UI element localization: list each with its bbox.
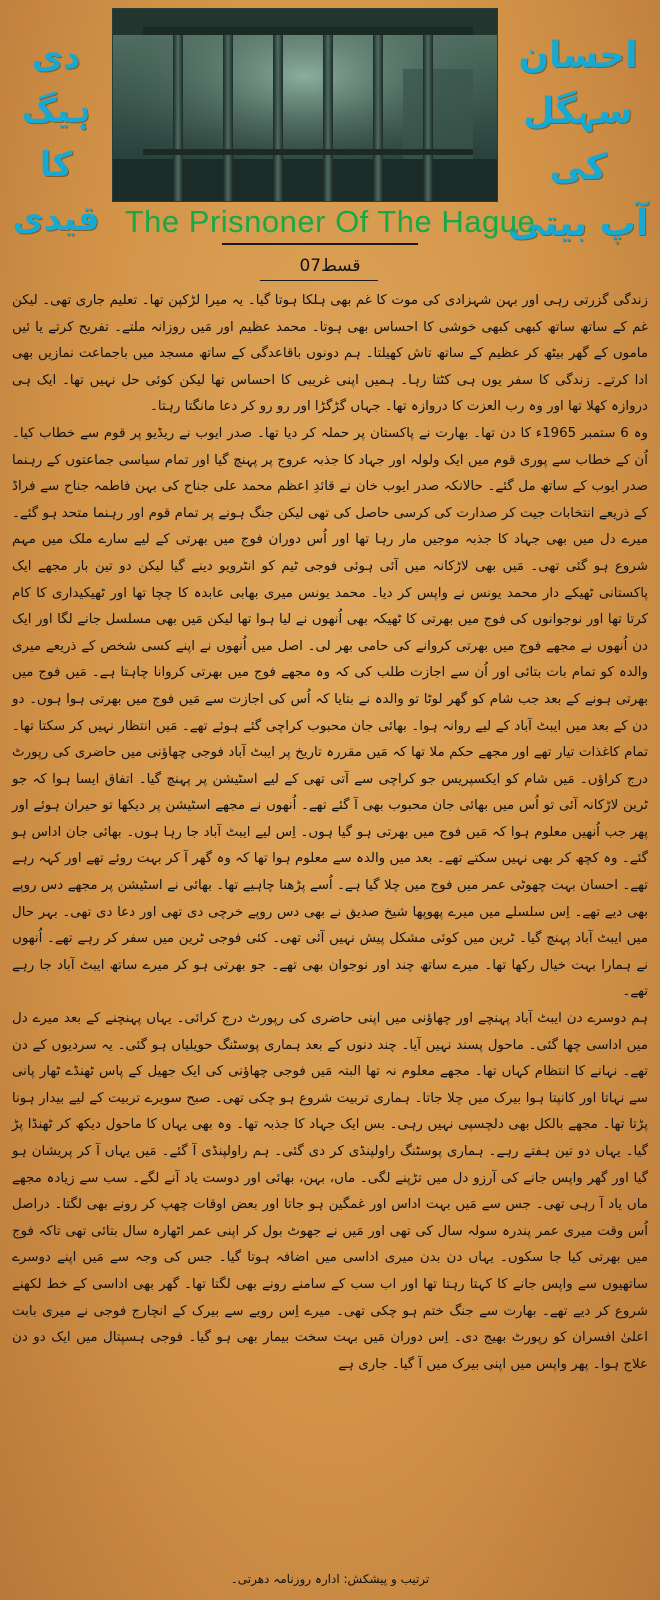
right-title-line: احسان سہگل xyxy=(518,35,638,132)
left-title-line: قیدی xyxy=(12,199,100,239)
prison-bars-illustration xyxy=(113,9,497,201)
prison-cell-image xyxy=(112,8,498,202)
paragraph: ہم دوسرے دن ایبٹ آباد پہنچے اور چھاؤنی میں اپنی حاضری کی رپورٹ درج کرائی۔ یہاں پہنچنے کے بعد میرے دل میں اداسی چھا گئی۔ ماحول پسند نہیں آیا۔ چند دنوں کے بعد ہماری پوسٹنگ حویلیاں ہو گئی۔ یہ سردیوں کے دن تھے۔ نہانے کا انتظام کہاں تھا۔ مجھے معلوم نہ تھا البتہ مَیں فوجی چھاؤنی کی ایک جھیل کے پاس ٹھنڈے ٹھار پانی سے نہاتا اور کانپتا ہوا بیرک میں چلا جاتا۔ ہماری تربیت شروع ہو چکی تھی۔ صبح سویرے تربیت کے لیے بیدار ہونا پڑتا تھا۔ مجھے بالکل بھی دلچسپی نہیں رہی۔ بس ایک جہاد کا جذبہ تھا۔ وہ بھی یہاں کا ماحول دیکھ کر ٹھنڈا پڑ گیا۔ یہاں دو تین ہفتے رہے۔ ہماری پوسٹنگ راولپنڈی کر دی گئی۔ ہم راولپنڈی آ گئے۔ مَیں یہاں آ کر پریشان ہو گیا اور گھر واپس جانے کی آرزو دل میں تڑپنے لگی۔ ماں، بہن، بھائی اور دوست یاد آنے لگے۔ سب سے زیادہ مجھے ماں یاد آ رہی تھی۔ جس سے مَیں بہت اداس اور غمگین ہو جاتا اور بعض اوقات چھپ کر رونے بھی لگتا۔ دراصل اُس وقت میری عمر پندرہ سولہ سال کی تھی اور مَیں نے جھوٹ بول کر اپنی عمر اٹھارہ سال بتائی تھی تاکہ فوج میں بھرتی کیا جا سکوں۔ یہاں دن بدن میری اداسی میں اضافہ ہوتا گیا۔ جس کی وجہ سے مَیں اپنے دوسرے ساتھیوں سے واپس جانے کا کہتا رہتا تھا اور اب سب کے سامنے رونے بھی لگتا تھا۔ گھر بھی اداسی کے خط لکھنے شروع کر دیے تھے۔ بھارت سے جنگ ختم ہو چکی تھی۔ میرے اِس رویے سے بیرک کے انچارج فوجی نے میری بابت اعلیٰ افسران کو رپورٹ بھیج دی۔ اِس دوران مَیں بہت سخت بیمار بھی ہو گیا۔ فوجی ہسپتال میں ایک دو دن علاج ہوا۔ پھر واپس میں اپنی بیرک میں آ گیا۔ جاری ہے xyxy=(12,1011,648,1372)
title-divider xyxy=(222,243,418,245)
left-title-line: کا xyxy=(39,145,73,185)
english-title: The Prisnoner Of The Hague xyxy=(124,204,536,239)
episode-divider xyxy=(260,280,378,281)
episode-label: قسط07 xyxy=(299,256,361,276)
article-body xyxy=(12,288,648,1378)
paragraph: وہ 6 ستمبر 1965ء کا دن تھا۔ بھارت نے پاکستان پر حملہ کر دیا تھا۔ صدر ایوب نے ریڈیو پر قوم سے خطاب کیا۔ اُن کے خطاب سے پوری قوم میں ایک ولولہ اور جہاد کا جذبہ عروج پر پہنچ گیا اور تمام سیاسی جماعتوں کے رہنما صدر ایوب کے ساتھ مل گئے۔ حالانکہ صدر ایوب خان نے قائدِ اعظم محمد علی جناح کی بہن فاطمہ جناح سے فراڈ کے ذریعے انتخابات جیت کر صدارت کی کرسی حاصل کی تھی لیکن جنگ ہونے پر تمام قوم اور رہنما متحد ہو گئے۔ میرے دل میں بھی جہاد کا جذبہ موجیں مار رہا تھا اور اُس دوران فوج میں بھرتی کے لیے سارے ملک میں مہم شروع ہو گئی تھی۔ مَیں بھی لاڑکانہ میں آئی ہوئی فوجی ٹیم کو انٹرویو دینے گیا لیکن دو تین بار مجھے ایک پاکستانی ٹھیکے دار محمد یونس نے واپس کر دیا۔ محمد یونس میری بھابی عابدہ کا چچا تھا اور ٹھیکیداری کا کام کرتا تھا اور نوجوانوں کی فوج میں بھرتی کا ٹھیکہ بھی اُنھوں نے لیا ہوا تھا لیکن مَیں بھی مسلسل جانے لگا اور ایک دن اُنھوں نے مجھے فوج میں بھرتی کروانے کی حامی بھر لی۔ اصل میں اُنھوں نے اپنے کسی شخص کے ذریعے میری والدہ کو تمام بات بتائی اور اُن سے اجازت طلب کی کہ وہ مجھے فوج میں بھرتی کروانا چاہتا ہے۔ مَیں فوج میں بھرتی ہونے کے بعد جب شام کو گھر لوٹا تو والدہ نے بتایا کہ اُس کی اجازت سے مَیں فوج میں بھرتی ہوا ہوں۔ دو دن کے بعد میں ایبٹ آباد کے لیے روانہ ہوا۔ بھائی جان محبوب کراچی گئے ہوئے تھے۔ مَیں انتظار نہیں کر سکتا تھا۔ تمام کاغذات تیار تھے اور مجھے حکم ملا تھا کہ مَیں مقررہ تاریخ پر ایبٹ آباد فوجی چھاؤنی میں حاضری کی رپورٹ درج کراؤں۔ مَیں شام کو ایکسپریس جو کراچی سے آتی تھی کے لیے اسٹیشن پر پہنچ گیا۔ اتفاق ایسا ہوا کہ جو ٹرین لاڑکانہ آئی تو اُس میں بھائی جان محبوب بھی آ گئے تھے۔ اُنھوں نے مجھے اسٹیشن پر دیکھا تو حیران ہوئے اور پھر جب اُنھیں معلوم ہوا کہ مَیں فوج میں بھرتی ہو گیا ہوں۔ اِس لیے ایبٹ آباد جا رہا ہوں۔ بھائی جان اداس ہو گئے۔ وہ کچھ کر بھی نہیں سکتے تھے۔ بعد میں والدہ سے معلوم ہوا تھا کہ وہ گھر آ کر بہت روئے تھے اور کہہ رہے تھے۔ احسان بہت چھوٹی عمر میں فوج میں چلا گیا ہے۔ اُسے پڑھنا چاہیے تھا۔ بھائی نے اسٹیشن پر مجھے دس روپے بھی دیے تھے۔ اِس سلسلے میں میرے پھوپھا شیخ صدیق نے بھی دس روپے خرچی دی تھی اور دعا دی تھی۔ بہر حال میں ایبٹ آباد پہنچ گیا۔ ٹرین میں کوئی مشکل پیش نہیں آئی تھی۔ کئی فوجی ٹرین میں سفر کر رہے تھے۔ اُنھوں نے ہمارا بہت خیال رکھا تھا۔ میرے ساتھ چند اور نوجوان بھی تھے۔ جو بھرتی ہو کر میرے ساتھ ایبٹ آباد جا رہے تھے۔ xyxy=(12,425,648,1000)
right-title-line: کی xyxy=(549,147,607,188)
credit-footer: ترتیب و پیشکش: ادارہ روزنامہ دھرتی۔ xyxy=(230,1572,430,1586)
paragraph: زندگی گزرتی رہی اور بہن شہزادی کی موت کا غم بھی ہلکا ہوتا گیا۔ یہ میرا لڑکپن تھا۔ تعلیم جاری تھی۔ لیکن غم کے ساتھ ساتھ کبھی کبھی خوشی کا احساس بھی ہوتا۔ محمد عظیم اور مَیں روزانہ ملتے۔ تفریح کرتے یا ئیں ماموں کے گھر بیٹھ کر عظیم کے ساتھ تاش کھیلتا۔ ہم دونوں باقاعدگی کے ساتھ مسجد میں باجماعت نمازیں بھی ادا کرتے۔ زندگی کا سفر یوں ہی کٹتا رہا۔ ہمیں اپنی غریبی کا احساس تھا لیکن کوئی حل نہیں تھا۔ ایک ہی دروازہ کھلا تھا اور وہ رب العزت کا دروازہ تھا۔ جہاں گڑگڑا اور رو رو کر دعا مانگتا رہتا۔ xyxy=(12,293,648,415)
left-title-line: دی ہیگ xyxy=(21,37,91,131)
right-title-line: آپ بیتی xyxy=(507,203,649,244)
